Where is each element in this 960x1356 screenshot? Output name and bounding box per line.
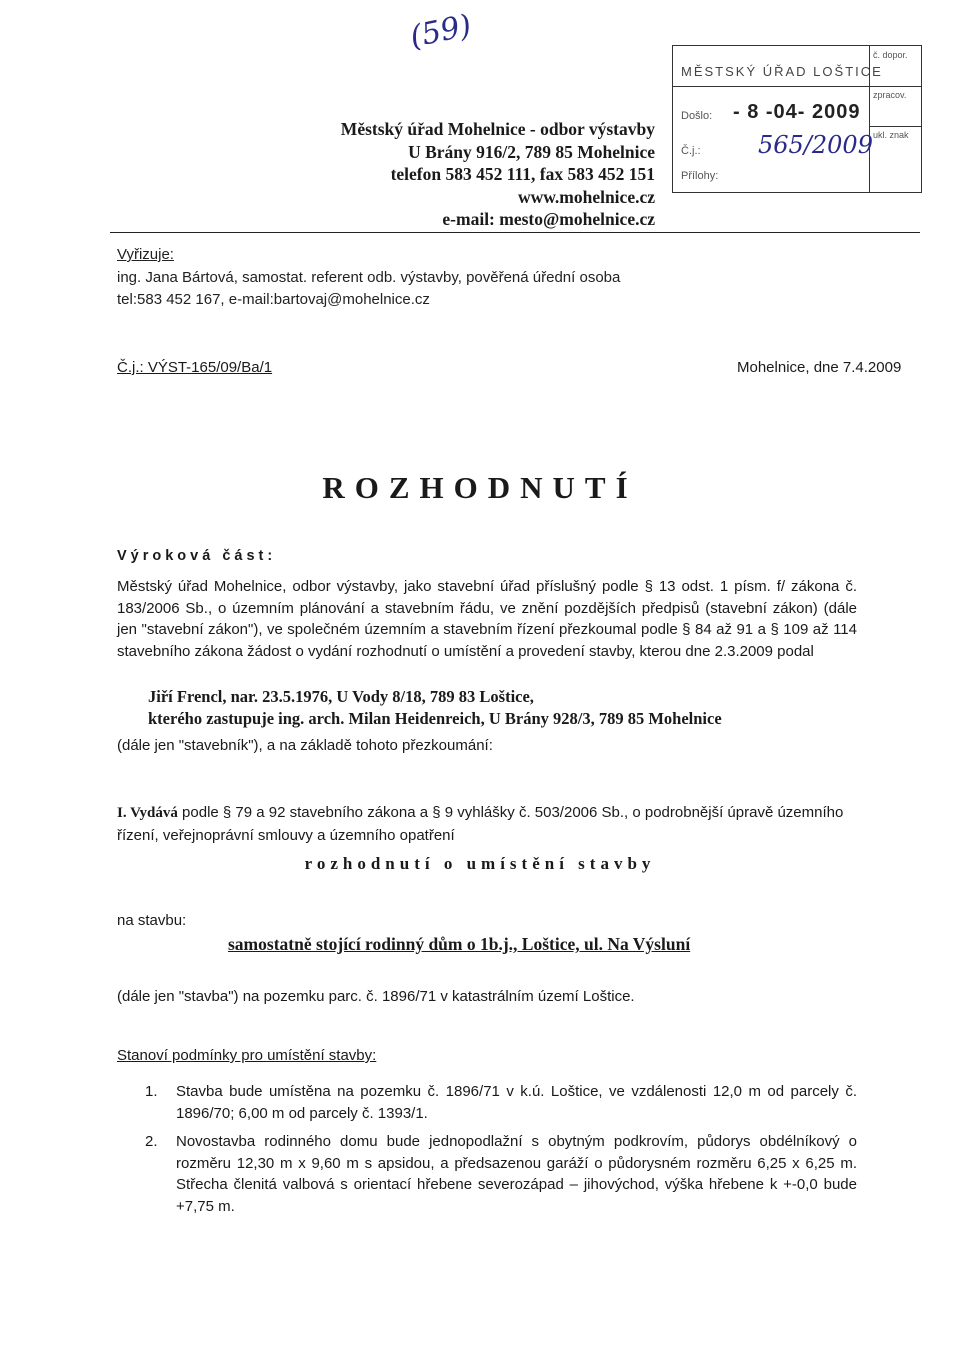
condition-number: 2. <box>145 1133 158 1150</box>
condition-text: Stavba bude umístěna na pozemku č. 1896/71 v k.ú. Loštice, ve vzdálenosti 12,0 m od parcely č. 1896/70; 6,00 m od parcely č. 1393/1. <box>176 1083 857 1122</box>
stamp-office: MĚSTSKÝ ÚŘAD LOŠTICE <box>681 64 883 79</box>
header-address: U Brány 916/2, 789 85 Mohelnice <box>408 141 655 162</box>
applicant-name: Jiří Frencl, nar. 23.5.1976, U Vody 8/18, 789 83 Loštice, <box>148 687 534 706</box>
verdict-label: Výroková část: <box>117 548 277 564</box>
stamp-doslo-label: Došlo: <box>681 110 713 122</box>
stamp-date: - 8 -04- 2009 <box>733 101 861 123</box>
reference-number: Č.j.: VÝST-165/09/Ba/1 <box>117 359 273 376</box>
header-phone-fax: telefon 583 452 111, fax 583 452 151 <box>390 164 655 184</box>
na-stavbu-label: na stavbu: <box>117 912 187 929</box>
header-office-name: Městský úřad Mohelnice - odbor výstavby <box>340 119 655 139</box>
header-email: e-mail: mesto@mohelnice.cz <box>442 209 655 229</box>
document-title: ROZHODNUTÍ <box>322 470 638 505</box>
issue-lead: I. Vydává <box>117 805 178 821</box>
stamp-ukl-znak: ukl. znak <box>873 130 909 140</box>
body-paragraph: Městský úřad Mohelnice, odbor výstavby, jako stavební úřad příslušný podle § 13 odst. 1 písm. f/ zákona č. 183/2006 Sb., o územním plánování a stavebním řádu, ve znění pozdějších předpisů (stavební zákon) (dále jen "stavební zákon"), ve společném územním a stavebním řízení přezkoumal podle § 84 až 91 a § 109 až 114 stavebního zákona žádost o vydání rozhodnutí o umístění a provedení stavby, kterou dne 2.3.2009 podal <box>117 578 857 660</box>
stamp-prilohy-label: Přílohy: <box>681 170 719 182</box>
applicant-block <box>148 686 722 729</box>
condition-text: Novostavba rodinného domu bude jednopodlažní s obytným podkrovím, půdorys obdélníkový o rozměru 12,30 m x 9,60 m s apsidou, a předsazenou garáží o půdorysném rozměru 6,25 x 6,25 m. Střecha členitá valbová s orientací hřebene severozápad – jihovýchod, výška hřebene k +-0,0 bude +7,75 m. <box>176 1133 857 1215</box>
handwritten-page-number: (59) <box>407 7 475 56</box>
stamp-cislo-dopor: č. dopor. <box>873 50 908 60</box>
place-date: Mohelnice, dne 7.4.2009 <box>737 359 902 376</box>
contact-phone-email: tel:583 452 167, e-mail:bartovaj@mohelnice.cz <box>117 291 430 308</box>
conditions-title: Stanoví podmínky pro umístění stavby: <box>117 1047 377 1064</box>
stavebnik-reference: (dále jen "stavebník"), a na základě tohoto přezkoumání: <box>117 737 493 754</box>
stavba-reference: (dále jen "stavba") na pozemku parc. č. 1896/71 v katastrálním území Loštice. <box>117 988 635 1005</box>
stamp-zpracov: zpracov. <box>873 90 907 100</box>
contact-person: ing. Jana Bártová, samostat. referent odb. výstavby, pověřená úřední osoba <box>117 268 621 286</box>
condition-number: 1. <box>145 1083 158 1100</box>
building-name: samostatně stojící rodinný dům o 1b.j., Loštice, ul. Na Výsluní <box>228 934 691 954</box>
stamp-cj-label: Č.j.: <box>681 145 701 157</box>
header-website: www.mohelnice.cz <box>517 186 655 207</box>
condition-item <box>117 1131 857 1217</box>
applicant-representative: kterého zastupuje ing. arch. Milan Heidenreich, U Brány 928/3, 789 85 Mohelnice <box>148 708 722 728</box>
contact-block <box>117 244 620 312</box>
registry-stamp <box>672 45 922 193</box>
header-divider <box>110 232 920 233</box>
issue-text: podle § 79 a 92 stavebního zákona a § 9 vyhlášky č. 503/2006 Sb., o podrobnější úpravě územního řízení, veřejnoprávní smlouvy a územního opatření <box>117 804 844 844</box>
contact-label: Vyřizuje: <box>117 246 174 263</box>
issue-paragraph <box>117 802 857 846</box>
office-header <box>255 118 655 231</box>
condition-item <box>117 1081 857 1124</box>
decision-title: rozhodnutí o umístění stavby <box>304 854 656 873</box>
stamp-cj-value: 565/2009 <box>758 131 873 159</box>
